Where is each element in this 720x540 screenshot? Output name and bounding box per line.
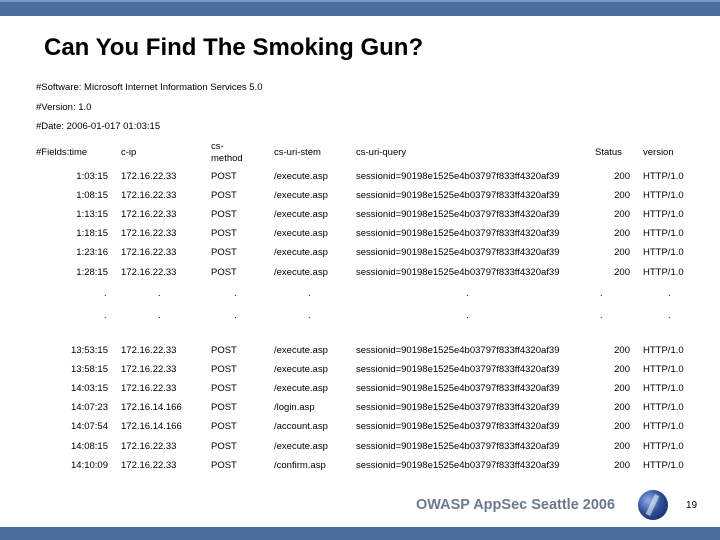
- cell-ip: 172.16.22.33: [121, 364, 177, 375]
- cell-time: 14:07:23: [71, 402, 108, 413]
- header-status: Status: [595, 147, 622, 158]
- cell-stem: /execute.asp: [274, 267, 328, 278]
- header-stem: cs-uri-stem: [274, 147, 321, 158]
- cell-stem: /execute.asp: [274, 247, 328, 258]
- cell-stem: /execute.asp: [274, 209, 328, 220]
- cell-ip: 172.16.22.33: [121, 345, 177, 356]
- cell-version: HTTP/1.0: [643, 402, 684, 413]
- cell-version: HTTP/1.0: [643, 228, 684, 239]
- cell-query: sessionid=90198e1525e4b03797f833ff4320af39: [356, 345, 560, 356]
- cell-method: POST: [211, 421, 237, 432]
- cell-version: HTTP/1.0: [643, 383, 684, 394]
- cell-time: 1:13:15: [76, 209, 108, 220]
- cell-ip: 172.16.22.33: [121, 441, 177, 452]
- cell-method: POST: [211, 247, 237, 258]
- log-version-line: #Version: 1.0: [36, 102, 92, 113]
- cell-ip: 172.16.22.33: [121, 209, 177, 220]
- header-method-line1: cs-: [211, 141, 224, 152]
- cell-query: sessionid=90198e1525e4b03797f833ff4320af39: [356, 190, 560, 201]
- cell-stem: /execute.asp: [274, 364, 328, 375]
- cell-time: 1:08:15: [76, 190, 108, 201]
- cell-status: 200: [614, 460, 630, 471]
- cell-stem: /login.asp: [274, 402, 315, 413]
- cell-stem: /confirm.asp: [274, 460, 326, 471]
- cell-method: POST: [211, 345, 237, 356]
- cell-ip: 172.16.22.33: [121, 247, 177, 258]
- header-query: cs-uri-query: [356, 147, 407, 158]
- top-banner: [0, 0, 720, 16]
- cell-stem: /execute.asp: [274, 383, 328, 394]
- cell-status: 200: [614, 383, 630, 394]
- cell-version: HTTP/1.0: [643, 441, 684, 452]
- ellipsis-dot: .: [600, 310, 603, 321]
- cell-ip: 172.16.22.33: [121, 228, 177, 239]
- cell-time: 1:28:15: [76, 267, 108, 278]
- cell-query: sessionid=90198e1525e4b03797f833ff4320af39: [356, 209, 560, 220]
- cell-status: 200: [614, 345, 630, 356]
- log-software-line: #Software: Microsoft Internet Information Services 5.0: [36, 82, 263, 93]
- ellipsis-dot: .: [600, 288, 603, 299]
- cell-ip: 172.16.22.33: [121, 383, 177, 394]
- cell-stem: /execute.asp: [274, 345, 328, 356]
- cell-query: sessionid=90198e1525e4b03797f833ff4320af39: [356, 171, 560, 182]
- cell-status: 200: [614, 190, 630, 201]
- cell-ip: 172.16.22.33: [121, 190, 177, 201]
- header-cip: c-ip: [121, 147, 137, 158]
- ellipsis-dot: .: [668, 310, 671, 321]
- cell-query: sessionid=90198e1525e4b03797f833ff4320af39: [356, 441, 560, 452]
- ellipsis-dot: .: [104, 288, 107, 299]
- ellipsis-dot: .: [466, 288, 469, 299]
- cell-stem: /execute.asp: [274, 441, 328, 452]
- cell-stem: /execute.asp: [274, 228, 328, 239]
- cell-query: sessionid=90198e1525e4b03797f833ff4320af39: [356, 228, 560, 239]
- cell-time: 13:58:15: [71, 364, 108, 375]
- bottom-banner: [0, 527, 720, 540]
- cell-method: POST: [211, 190, 237, 201]
- cell-version: HTTP/1.0: [643, 364, 684, 375]
- cell-status: 200: [614, 364, 630, 375]
- ellipsis-dot: .: [308, 310, 311, 321]
- cell-version: HTTP/1.0: [643, 267, 684, 278]
- cell-status: 200: [614, 247, 630, 258]
- cell-query: sessionid=90198e1525e4b03797f833ff4320af39: [356, 247, 560, 258]
- cell-method: POST: [211, 460, 237, 471]
- cell-method: POST: [211, 209, 237, 220]
- cell-time: 1:03:15: [76, 171, 108, 182]
- cell-version: HTTP/1.0: [643, 171, 684, 182]
- cell-status: 200: [614, 441, 630, 452]
- cell-status: 200: [614, 228, 630, 239]
- owasp-globe-icon: [638, 490, 668, 520]
- cell-method: POST: [211, 228, 237, 239]
- cell-time: 1:23:16: [76, 247, 108, 258]
- cell-time: 14:10:09: [71, 460, 108, 471]
- cell-query: sessionid=90198e1525e4b03797f833ff4320af39: [356, 383, 560, 394]
- cell-status: 200: [614, 267, 630, 278]
- header-method-line2: method: [211, 153, 243, 164]
- cell-method: POST: [211, 441, 237, 452]
- cell-ip: 172.16.22.33: [121, 267, 177, 278]
- header-fields: #Fields:time: [36, 147, 88, 158]
- cell-query: sessionid=90198e1525e4b03797f833ff4320af39: [356, 421, 560, 432]
- cell-version: HTTP/1.0: [643, 460, 684, 471]
- cell-ip: 172.16.14.166: [121, 421, 182, 432]
- ellipsis-dot: .: [234, 288, 237, 299]
- cell-time: 13:53:15: [71, 345, 108, 356]
- cell-stem: /execute.asp: [274, 190, 328, 201]
- cell-status: 200: [614, 421, 630, 432]
- ellipsis-dot: .: [466, 310, 469, 321]
- cell-version: HTTP/1.0: [643, 345, 684, 356]
- cell-method: POST: [211, 267, 237, 278]
- cell-method: POST: [211, 383, 237, 394]
- cell-time: 14:08:15: [71, 441, 108, 452]
- cell-method: POST: [211, 171, 237, 182]
- cell-query: sessionid=90198e1525e4b03797f833ff4320af39: [356, 267, 560, 278]
- slide-title: Can You Find The Smoking Gun?: [44, 34, 424, 61]
- ellipsis-dot: .: [668, 288, 671, 299]
- cell-time: 14:03:15: [71, 383, 108, 394]
- cell-ip: 172.16.14.166: [121, 402, 182, 413]
- cell-stem: /account.asp: [274, 421, 328, 432]
- log-date-line: #Date: 2006-01-017 01:03:15: [36, 121, 161, 132]
- page-number: 19: [686, 500, 698, 511]
- cell-ip: 172.16.22.33: [121, 460, 177, 471]
- cell-status: 200: [614, 209, 630, 220]
- cell-time: 14:07:54: [71, 421, 108, 432]
- cell-method: POST: [211, 364, 237, 375]
- cell-version: HTTP/1.0: [643, 247, 684, 258]
- cell-ip: 172.16.22.33: [121, 171, 177, 182]
- cell-version: HTTP/1.0: [643, 190, 684, 201]
- ellipsis-dot: .: [234, 310, 237, 321]
- ellipsis-dot: .: [158, 288, 161, 299]
- ellipsis-dot: .: [308, 288, 311, 299]
- cell-status: 200: [614, 402, 630, 413]
- cell-version: HTTP/1.0: [643, 209, 684, 220]
- footer-conference: OWASP AppSec Seattle 2006: [416, 497, 616, 513]
- cell-version: HTTP/1.0: [643, 421, 684, 432]
- cell-stem: /execute.asp: [274, 171, 328, 182]
- cell-status: 200: [614, 171, 630, 182]
- cell-query: sessionid=90198e1525e4b03797f833ff4320af39: [356, 402, 560, 413]
- header-version: version: [643, 147, 674, 158]
- cell-method: POST: [211, 402, 237, 413]
- cell-time: 1:18:15: [76, 228, 108, 239]
- ellipsis-dot: .: [158, 310, 161, 321]
- cell-query: sessionid=90198e1525e4b03797f833ff4320af39: [356, 460, 560, 471]
- cell-query: sessionid=90198e1525e4b03797f833ff4320af39: [356, 364, 560, 375]
- ellipsis-dot: .: [104, 310, 107, 321]
